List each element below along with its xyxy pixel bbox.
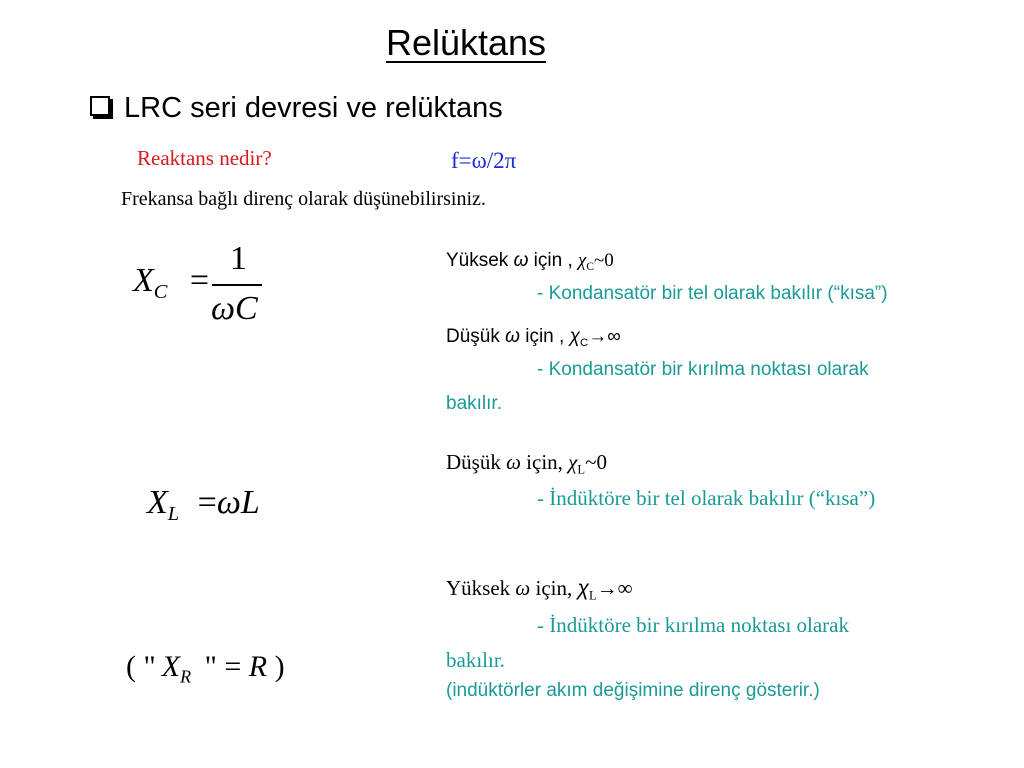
capacitor-low-desc-2: bakılır. [446, 393, 502, 414]
inductor-low-desc: - İndüktöre bir tel olarak bakılır (“kısa”) [537, 486, 876, 510]
inductor-high-line: Yüksek ω için, $\chi_L\to\infty$ [446, 576, 633, 603]
capacitor-low-desc-1: - Kondansatör bir kırılma noktası olarak [537, 359, 869, 380]
xl-formula: $X_L =\omega L$ [147, 484, 260, 526]
xc-formula-lhs: $X_C$ = [133, 262, 210, 304]
frequency-formula: f=ω/2π [451, 148, 517, 173]
inductor-high-desc-1: - İndüktöre bir kırılma noktası olarak [537, 613, 849, 637]
xr-formula: ( " $X_R$ " = R ) [126, 650, 285, 687]
capacitor-low-line: Düşük ω için , $\chi_C\to\infty$ [446, 326, 621, 349]
capacitor-high-line: Yüksek ω için , $\chi_C\sim 0$ [446, 250, 614, 273]
subtitle-text: Frekansa bağlı direnç olarak düşünebilirsiniz. [121, 188, 486, 210]
bullet-heading [90, 92, 503, 125]
capacitor-high-desc: - Kondansatör bir tel olarak bakılır (“kısa”) [537, 283, 888, 304]
question-text: Reaktans nedir? [137, 146, 272, 170]
bullet-text: LRC seri devresi ve relüktans [124, 92, 503, 124]
inductor-low-line: Düşük ω için, $\chi_L\sim 0$ [446, 450, 607, 477]
slide-title: Relüktans [385, 22, 547, 63]
checkbox-bullet-icon [90, 96, 110, 116]
fraction-bar [212, 284, 262, 286]
xc-formula-numerator: 1 [230, 240, 247, 277]
inductor-high-note: (indüktörler akım değişimine direnç gösterir.) [446, 680, 820, 701]
inductor-high-desc-2: bakılır. [446, 648, 505, 672]
xc-formula-denominator: ωC [211, 290, 258, 327]
